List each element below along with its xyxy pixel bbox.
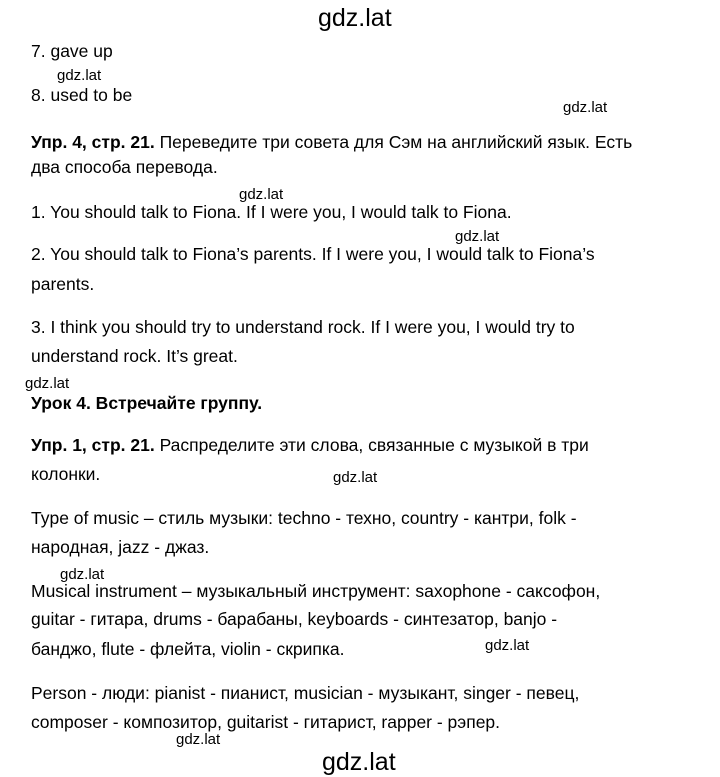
person-cont: composer - композитор, guitarist - гитарист, rapper - рэпер. bbox=[31, 712, 501, 732]
watermark: gdz.lat bbox=[176, 731, 221, 748]
musical-instrument-cont: guitar - гитара, drums - барабаны, keyboards - синтезатор, banjo - bbox=[31, 609, 558, 629]
exercise-1-heading bbox=[31, 434, 589, 456]
watermark: gdz.lat bbox=[455, 228, 500, 245]
lesson-title bbox=[31, 392, 262, 414]
watermark: gdz.lat bbox=[333, 469, 378, 486]
person: Person - люди: pianist - пианист, musician - музыкант, singer - певец, bbox=[31, 683, 580, 703]
watermark: gdz.lat bbox=[563, 99, 608, 116]
exercise-1-task-cont: колонки. bbox=[31, 464, 101, 484]
watermark-bottom: gdz.lat bbox=[322, 748, 396, 776]
sentence-3: 3. I think you should try to understand rock. If I were you, I would try to bbox=[31, 317, 575, 337]
exercise-1-label: Упр. 1, стр. 21. bbox=[31, 435, 155, 455]
sentence-3-cont: understand rock. It’s great. bbox=[31, 346, 238, 366]
exercise-1-task: Распределите эти слова, связанные с музыкой в три bbox=[154, 435, 589, 455]
type-of-music-cont: народная, jazz - джаз. bbox=[31, 537, 210, 557]
type-of-music: Type of music – стиль музыки: techno - техно, country - кантри, folk - bbox=[31, 508, 577, 528]
exercise-4-task: Переведите три совета для Сэм на английский язык. Есть bbox=[154, 132, 633, 152]
musical-instrument: Musical instrument – музыкальный инструмент: saxophone - саксофон, bbox=[31, 581, 601, 601]
exercise-4-heading bbox=[31, 131, 632, 153]
sentence-2: 2. You should talk to Fiona’s parents. If I were you, I would talk to Fiona’s bbox=[31, 244, 595, 264]
sentence-2-cont: parents. bbox=[31, 274, 95, 294]
watermark: gdz.lat bbox=[239, 186, 284, 203]
sentence-1: 1. You should talk to Fiona. If I were you, I would talk to Fiona. bbox=[31, 202, 512, 222]
exercise-4-label: Упр. 4, стр. 21. bbox=[31, 132, 155, 152]
watermark: gdz.lat bbox=[485, 637, 530, 654]
watermark: gdz.lat bbox=[60, 566, 105, 583]
answer-item-8: 8. used to be bbox=[31, 85, 133, 105]
watermark: gdz.lat bbox=[25, 375, 70, 392]
musical-instrument-cont-2: банджо, flute - флейта, violin - скрипка. bbox=[31, 639, 345, 659]
lesson-title-text: Урок 4. Встречайте группу. bbox=[31, 393, 263, 413]
watermark-top: gdz.lat bbox=[318, 4, 392, 32]
watermark: gdz.lat bbox=[57, 67, 102, 84]
answer-item-7: 7. gave up bbox=[31, 41, 113, 61]
exercise-4-task-cont: два способа перевода. bbox=[31, 157, 218, 177]
